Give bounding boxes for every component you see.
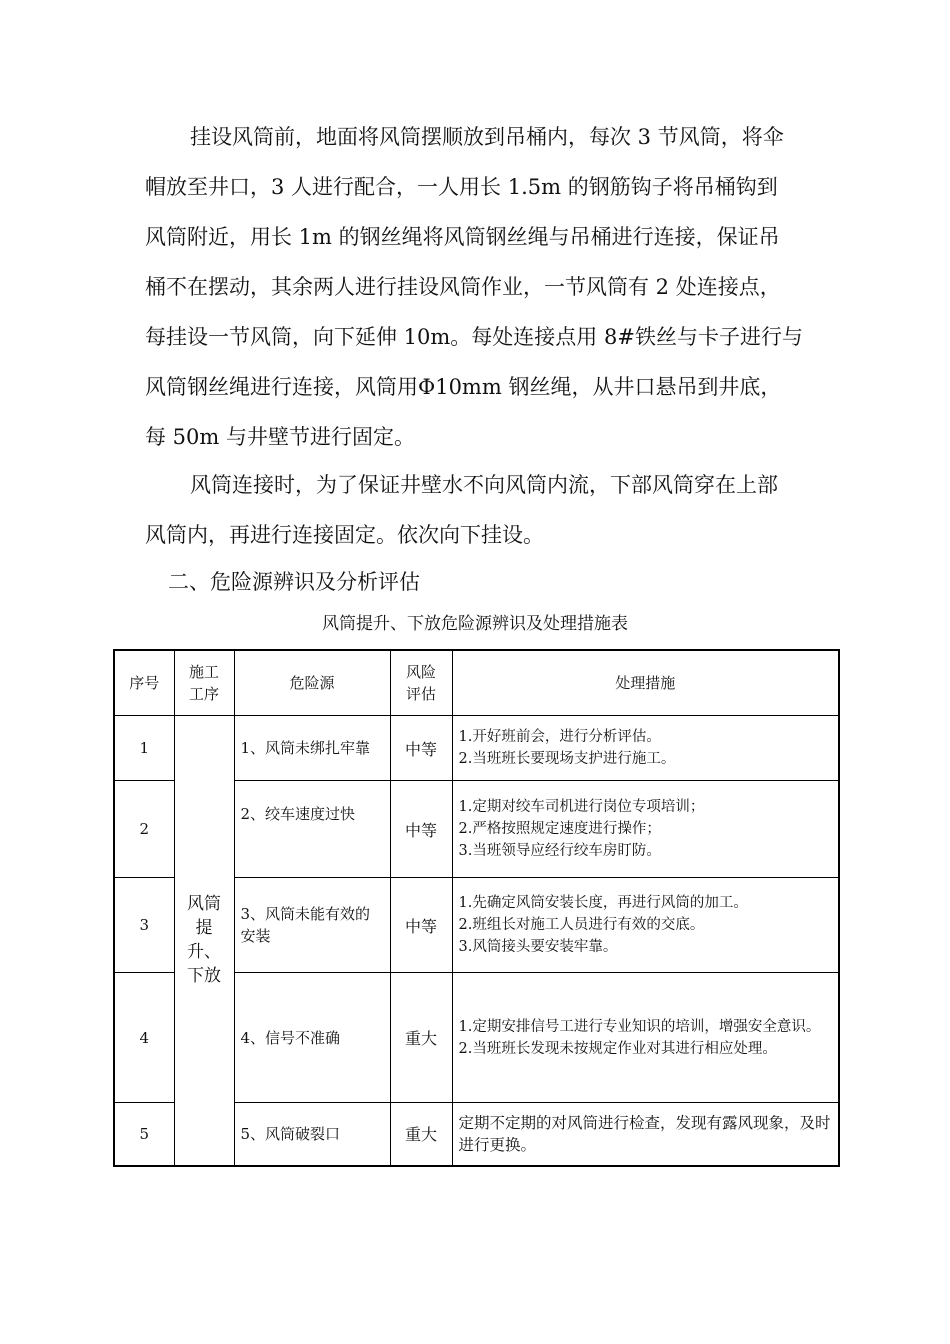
cell-risk: 中等 xyxy=(390,878,452,973)
cell-risk: 中等 xyxy=(390,716,452,781)
cell-seq: 5 xyxy=(114,1103,174,1166)
paragraph-connection xyxy=(145,460,815,560)
table-caption: 风筒提升、下放危险源辨识及处理措施表 xyxy=(322,614,628,634)
section-heading: 二、危险源辨识及分析评估 xyxy=(168,570,420,594)
cell-measures xyxy=(452,1103,839,1166)
measure-item: 1.定期安排信号工进行专业知识的培训，增强安全意识。 xyxy=(458,1018,821,1035)
cell-risk: 重大 xyxy=(390,973,452,1103)
cell-risk: 重大 xyxy=(390,1103,452,1166)
text-line: 风筒内，再进行连接固定。依次向下挂设。 xyxy=(145,523,544,547)
text-line: 桶不在摆动，其余两人进行挂设风筒作业，一节风筒有 2 处连接点， xyxy=(145,275,781,299)
header-measures: 处理措施 xyxy=(452,650,839,716)
measure-item: 3.当班领导应经行绞车房盯防。 xyxy=(458,843,661,859)
cell-hazard: 2、绞车速度过快 xyxy=(234,781,390,878)
cell-hazard: 4、信号不准确 xyxy=(234,973,390,1103)
cell-seq: 1 xyxy=(114,716,174,781)
paragraph-hanging-procedure xyxy=(145,112,815,462)
cell-hazard: 5、风筒破裂口 xyxy=(234,1103,390,1166)
header-hazard: 危险源 xyxy=(234,650,390,716)
cell-hazard: 1、风筒未绑扎牢靠 xyxy=(234,716,390,781)
cell-measures xyxy=(452,973,839,1103)
cell-process: 风筒 提 升、 下放 xyxy=(174,716,234,1166)
cell-seq: 2 xyxy=(114,781,174,878)
text-line: 风筒钢丝绳进行连接，风筒用Φ10mm 钢丝绳，从井口悬吊到井底， xyxy=(145,375,782,399)
measure-item: 2.班组长对施工人员进行有效的交底。 xyxy=(458,917,705,933)
cell-seq: 4 xyxy=(114,973,174,1103)
cell-measures xyxy=(452,781,839,878)
text-line: 每 50m 与井壁节进行固定。 xyxy=(145,425,415,449)
measure-item: 2.当班班长要现场支护进行施工。 xyxy=(458,751,676,767)
measure-item: 1.先确定风筒安装长度，再进行风筒的加工。 xyxy=(458,895,748,911)
cell-seq: 3 xyxy=(114,878,174,973)
cell-measures xyxy=(452,878,839,973)
table-header-row xyxy=(114,650,839,716)
header-process: 施工 工序 xyxy=(174,650,234,716)
text-line: 帽放至井口，3 人进行配合，一人用长 1.5m 的钢筋钩子将吊桶钩到 xyxy=(145,175,778,199)
cell-hazard: 3、风筒未能有效的安装 xyxy=(234,878,390,973)
measure-item: 3.风筒接头要安装牢靠。 xyxy=(458,939,618,955)
cell-risk: 中等 xyxy=(390,781,452,878)
measure-item: 2.当班班长发现未按规定作业对其进行相应处理。 xyxy=(458,1040,777,1057)
text-line: 挂设风筒前，地面将风筒摆顺放到吊桶内，每次 3 节风筒，将伞 xyxy=(190,125,784,149)
measure-item: 定期不定期的对风筒进行检查，发现有露风现象，及时进行更换。 xyxy=(458,1113,831,1154)
header-risk: 风险 评估 xyxy=(390,650,452,716)
table-row xyxy=(114,716,839,781)
cell-measures xyxy=(452,716,839,781)
hazard-table xyxy=(113,649,840,1167)
measure-item: 1.开好班前会，进行分析评估。 xyxy=(458,729,661,745)
measure-item: 1.定期对绞车司机进行岗位专项培训； xyxy=(458,799,705,815)
header-seq: 序号 xyxy=(114,650,174,716)
text-line: 每挂设一节风筒，向下延伸 10m。每处连接点用 8#铁丝与卡子进行与 xyxy=(145,325,803,349)
measure-item: 2.严格按照规定速度进行操作； xyxy=(458,821,661,837)
text-line: 风筒附近，用长 1m 的钢丝绳将风筒钢丝绳与吊桶进行连接，保证吊 xyxy=(145,225,780,249)
text-line: 风筒连接时，为了保证井壁水不向风筒内流，下部风筒穿在上部 xyxy=(190,473,778,497)
